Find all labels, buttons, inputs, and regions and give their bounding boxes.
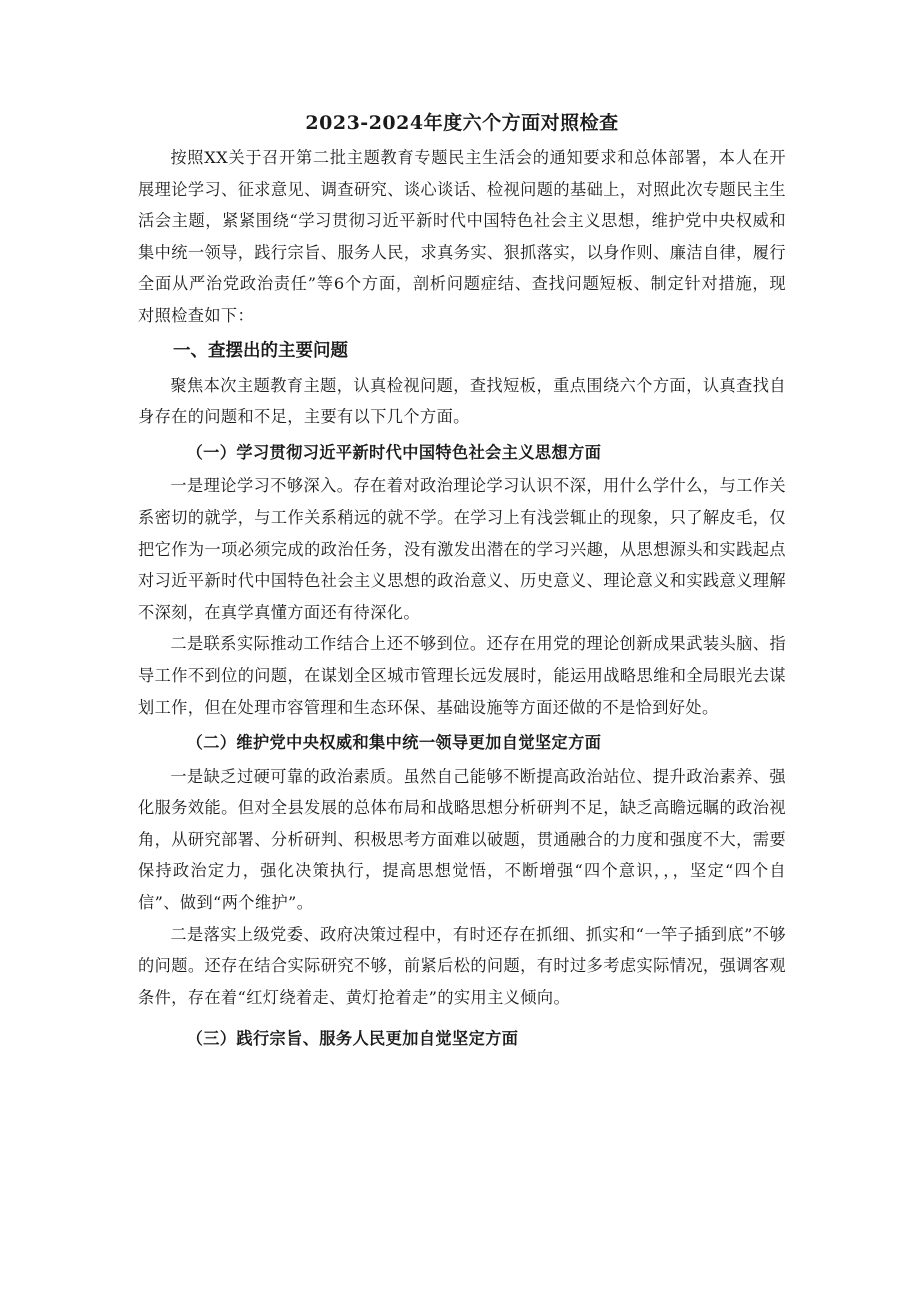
document-title: 2023-2024年度六个方面对照检查 bbox=[305, 112, 619, 134]
subsection-1-paragraph-2: 二是联系实际推动工作结合上还不够到位。还存在用党的理论创新成果武装头脑、指导工作不到位的问题，在谋划全区城市管理长远发展时，能运用战略思维和全局眼光去谋划工作，但在处理市容管理和生态环保、基础设施等方面还做的不是恰到好处。 bbox=[138, 634, 786, 717]
subsection-heading-3: （三）践行宗旨、服务人民更加自觉坚定方面 bbox=[186, 1029, 519, 1049]
subsection-2-paragraph-2: 二是落实上级党委、政府决策过程中，有时还存在抓细、抓实和“一竿子插到底”不够的问题。还存在结合实际研究不够，前紧后松的问题，有时过多考虑实际情况，强调客观条件，存在着“红灯绕着走、黄灯抢着走”的实用主义倾向。 bbox=[138, 924, 786, 1007]
subsection-2-paragraph-1: 一是缺乏过硬可靠的政治素质。虽然自己能够不断提高政治站位、提升政治素养、强化服务效能。但对全县发展的总体布局和战略思想分析研判不足，缺乏高瞻远瞩的政治视角，从研究部署、分析研判、积极思考方面难以破题，贯通融合的力度和强度不大，需要保持政治定力，强化决策执行，提高思想觉悟，不断增强“四个意识，，，坚定“四个自信”、做到“两个维护”。 bbox=[138, 766, 786, 913]
intro-paragraph: 按照XX关于召开第二批主题教育专题民主生活会的通知要求和总体部署，本人在开展理论学习、征求意见、调查研究、谈心谈话、检视问题的基础上，对照此次专题民主生活会主题，紧紧围绕“学习贯彻习近平新时代中国特色社会主义思想，维护党中央权威和集中统一领导，践行宗旨、服务人民，求真务实、狠抓落实，以身作则、廉洁自律，履行全面从严治党政治责任”等6个方面，剖析问题症结、查找问题短板、制定针对措施，现对照检查如下： bbox=[138, 148, 786, 325]
spacer bbox=[138, 1013, 786, 1019]
subsection-1-paragraph-1: 一是理论学习不够深入。存在着对政治理论学习认识不深，用什么学什么，与工作关系密切的就学，与工作关系稍远的就不学。在学习上有浅尝辄止的现象，只了解皮毛，仅把它作为一项必须完成的政治任务，没有激发出潜在的学习兴趣，从思想源头和实践起点对习近平新时代中国特色社会主义思想的政治意义、历史意义、理论意义和实践意义理解不深刻，在真学真懂方面还有待深化。 bbox=[138, 476, 786, 622]
document-page bbox=[138, 108, 786, 1057]
section-intro-paragraph: 聚焦本次主题教育主题，认真检视问题，查找短板，重点围绕六个方面，认真查找自身存在的问题和不足，主要有以下几个方面。 bbox=[138, 375, 786, 427]
subsection-heading-1: （一）学习贯彻习近平新时代中国特色社会主义思想方面 bbox=[186, 442, 602, 462]
subsection-heading-2: （二）维护党中央权威和集中统一领导更加自觉坚定方面 bbox=[186, 733, 602, 753]
section-heading-main-problems: 一、查摆出的主要问题 bbox=[173, 340, 348, 361]
